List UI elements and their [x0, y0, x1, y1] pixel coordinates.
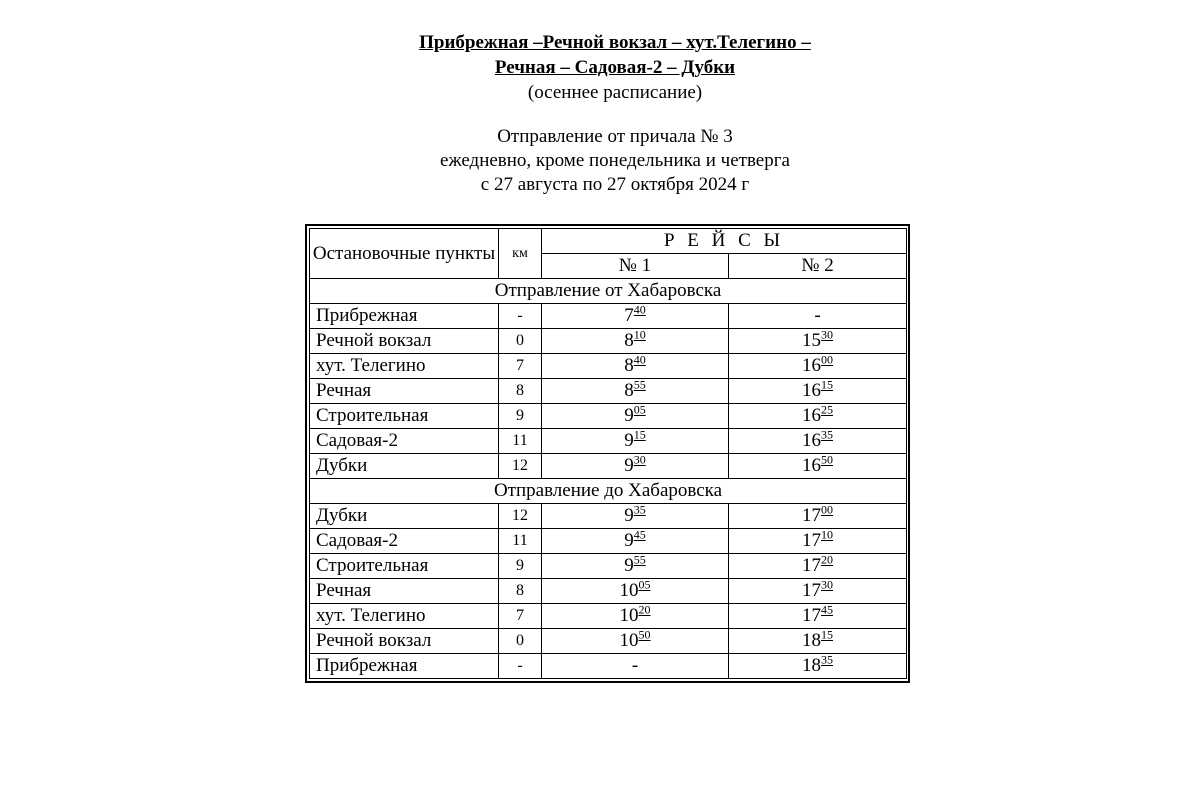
time-minutes: 55	[633, 377, 646, 392]
time-minutes: 35	[821, 652, 833, 667]
section-header-row	[310, 479, 907, 504]
time-minutes: 55	[633, 552, 646, 567]
departure-time	[542, 329, 729, 354]
validity-period: с 27 августа по 27 октября 2024 г	[480, 174, 750, 195]
stop-km: 9	[499, 404, 542, 429]
time-hours: 9	[624, 405, 634, 426]
time-hours: -	[631, 655, 639, 676]
stop-km: 0	[499, 329, 542, 354]
time-hours: 17	[802, 530, 821, 551]
time-minutes: 40	[633, 352, 646, 367]
column-header-trip-2: № 2	[729, 254, 907, 279]
time-minutes: 00	[821, 502, 833, 517]
table-row	[310, 304, 907, 329]
table-row	[310, 554, 907, 579]
departure-time	[729, 379, 907, 404]
time-hours: 16	[802, 430, 821, 451]
table-row	[310, 429, 907, 454]
table-row	[310, 504, 907, 529]
time-hours: 17	[802, 580, 821, 601]
stop-km: 8	[499, 579, 542, 604]
time-hours: 15	[802, 330, 821, 351]
table-row	[310, 379, 907, 404]
departure-time	[542, 529, 729, 554]
column-header-stops: Остановочные пункты	[310, 229, 499, 279]
stop-km: 11	[499, 429, 542, 454]
departure-time	[729, 304, 907, 329]
time-hours: 10	[619, 580, 639, 601]
stop-name: Садовая-2	[310, 429, 499, 454]
departure-time	[542, 579, 729, 604]
table-row	[310, 654, 907, 679]
time-minutes: 35	[633, 502, 646, 517]
schedule-body	[310, 279, 907, 679]
column-header-trip-1: № 1	[542, 254, 729, 279]
stop-km: 12	[499, 504, 542, 529]
departure-time	[729, 629, 907, 654]
stop-name: Строительная	[310, 554, 499, 579]
stop-km: -	[499, 654, 542, 679]
stop-km: -	[499, 304, 542, 329]
time-hours: 9	[624, 505, 634, 526]
time-hours: 16	[802, 355, 821, 376]
stop-km: 8	[499, 379, 542, 404]
stop-name: Строительная	[310, 404, 499, 429]
stop-km: 7	[499, 354, 542, 379]
section-title: Отправление до Хабаровска	[310, 479, 907, 504]
departure-pier: Отправление от причала № 3	[497, 126, 733, 147]
departure-time	[729, 404, 907, 429]
stop-name: Прибрежная	[310, 304, 499, 329]
departure-time	[542, 379, 729, 404]
table-row	[310, 404, 907, 429]
departure-time	[729, 429, 907, 454]
route-title-line-2: Речная – Садовая-2 – Дубки	[494, 57, 736, 78]
time-minutes: 15	[821, 627, 833, 642]
route-title-line-1: Прибрежная –Речной вокзал – хут.Телегино –	[419, 32, 811, 53]
table-row	[310, 354, 907, 379]
stop-name: Дубки	[310, 504, 499, 529]
time-hours: 10	[619, 630, 639, 651]
time-hours: 8	[624, 355, 634, 376]
table-row	[310, 529, 907, 554]
departure-time	[542, 629, 729, 654]
time-minutes: 35	[821, 427, 833, 442]
time-minutes: 05	[638, 577, 651, 592]
table-row	[310, 579, 907, 604]
time-minutes: 40	[633, 302, 646, 317]
column-header-km: км	[499, 229, 542, 279]
stop-name: хут. Телегино	[310, 354, 499, 379]
time-hours: 7	[624, 305, 634, 326]
time-hours: 18	[802, 630, 821, 651]
time-hours: 8	[624, 380, 634, 401]
stop-name: Речной вокзал	[310, 629, 499, 654]
stop-name: Дубки	[310, 454, 499, 479]
stop-km: 11	[499, 529, 542, 554]
time-minutes: 50	[638, 627, 651, 642]
stop-km: 9	[499, 554, 542, 579]
stop-name: Речная	[310, 579, 499, 604]
time-minutes: 50	[821, 452, 833, 467]
departure-time	[542, 604, 729, 629]
time-minutes: 00	[821, 352, 833, 367]
time-minutes: 30	[821, 327, 833, 342]
time-minutes: 45	[821, 602, 833, 617]
time-minutes: 15	[821, 377, 833, 392]
departure-time	[729, 329, 907, 354]
departure-time	[542, 654, 729, 679]
departure-time	[729, 554, 907, 579]
departure-time	[729, 504, 907, 529]
departure-time	[729, 454, 907, 479]
time-hours: 17	[802, 505, 821, 526]
departure-time	[542, 429, 729, 454]
time-hours: 9	[624, 430, 634, 451]
time-minutes: 15	[633, 427, 646, 442]
time-minutes: 30	[821, 577, 833, 592]
schedule-table	[309, 228, 907, 679]
time-hours: 9	[624, 555, 634, 576]
departure-time	[729, 654, 907, 679]
time-hours: 17	[802, 555, 821, 576]
departure-time	[542, 454, 729, 479]
time-hours: 16	[802, 405, 821, 426]
stop-name: Прибрежная	[310, 654, 499, 679]
document-header	[0, 30, 1185, 197]
departure-time	[729, 354, 907, 379]
time-hours: 9	[624, 530, 634, 551]
time-hours: 10	[619, 605, 639, 626]
time-hours: -	[814, 305, 821, 326]
time-minutes: 25	[821, 402, 833, 417]
departure-time	[729, 579, 907, 604]
schedule-table-frame	[305, 224, 910, 683]
schedule-season: (осеннее расписание)	[527, 82, 703, 103]
stop-name: Садовая-2	[310, 529, 499, 554]
departure-time	[542, 554, 729, 579]
operating-days: ежедневно, кроме понедельника и четверга	[440, 150, 790, 171]
time-hours: 17	[802, 605, 821, 626]
time-hours: 16	[802, 455, 821, 476]
departure-time	[542, 404, 729, 429]
stop-name: Речная	[310, 379, 499, 404]
time-hours: 9	[624, 455, 634, 476]
time-minutes: 10	[633, 327, 646, 342]
time-minutes: 45	[633, 527, 646, 542]
stop-km: 7	[499, 604, 542, 629]
departure-time	[542, 304, 729, 329]
section-header-row	[310, 279, 907, 304]
table-row	[310, 454, 907, 479]
time-minutes: 20	[638, 602, 651, 617]
table-row	[310, 329, 907, 354]
departure-time	[542, 354, 729, 379]
table-row	[310, 629, 907, 654]
departure-time	[729, 529, 907, 554]
stop-name: Речной вокзал	[310, 329, 499, 354]
table-row	[310, 604, 907, 629]
time-hours: 18	[802, 655, 821, 676]
time-minutes: 20	[821, 552, 833, 567]
time-hours: 16	[802, 380, 821, 401]
stop-km: 0	[499, 629, 542, 654]
departure-time	[542, 504, 729, 529]
section-title: Отправление от Хабаровска	[310, 279, 907, 304]
stop-km: 12	[499, 454, 542, 479]
time-minutes: 30	[633, 452, 646, 467]
stop-name: хут. Телегино	[310, 604, 499, 629]
departure-time	[729, 604, 907, 629]
time-minutes: 05	[633, 402, 646, 417]
time-minutes: 10	[821, 527, 833, 542]
time-hours: 8	[624, 330, 634, 351]
column-header-trips: Р Е Й С Ы	[542, 229, 907, 254]
